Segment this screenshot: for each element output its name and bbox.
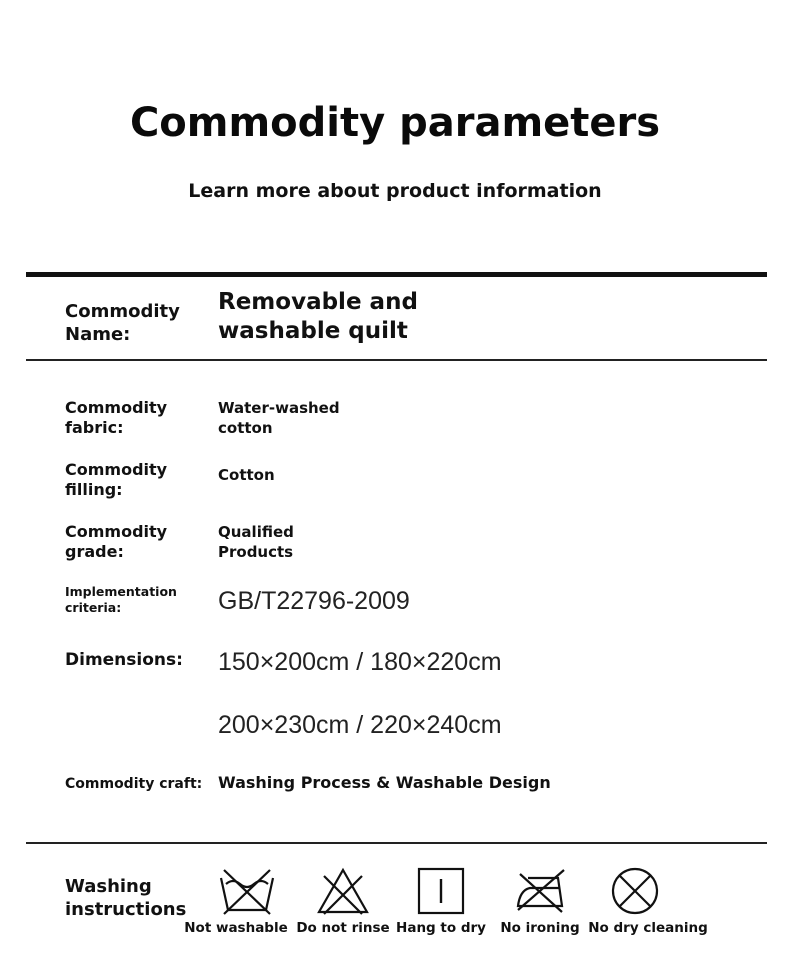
filling-label [65, 460, 167, 500]
fabric-value [218, 398, 340, 438]
name-label [65, 300, 180, 346]
page-subtitle: Learn more about product information [188, 180, 602, 202]
icon-caption: No ironing [500, 920, 580, 936]
dimensions-label: Dimensions: [65, 650, 183, 670]
icon-caption: Hang to dry [396, 920, 486, 936]
fabric-label [65, 398, 167, 438]
grade-label-line2: grade: [65, 542, 124, 561]
grade-label-line1: Commodity [65, 522, 168, 541]
criteria-value: GB/T22796-2009 [218, 587, 410, 615]
fabric-label-line2: fabric: [65, 418, 124, 437]
grade-value [218, 522, 294, 562]
criteria-label [65, 584, 177, 616]
hang-to-dry-icon [416, 866, 466, 916]
washing-divider [26, 842, 767, 844]
dimensions-value-line1: 150×200cm / 180×220cm [218, 648, 502, 676]
filling-label-line1: Commodity [65, 460, 168, 479]
page-title: Commodity parameters [129, 100, 661, 146]
no-dry-cleaning-icon [610, 866, 660, 916]
washing-label-line2: instructions [65, 899, 187, 920]
top-divider [26, 272, 767, 277]
washing-label [65, 875, 186, 921]
dimensions-value-line2: 200×230cm / 220×240cm [218, 711, 502, 739]
name-value-line1: Removable and [218, 289, 418, 315]
filling-label-line2: filling: [65, 480, 123, 499]
icon-caption: No dry cleaning [588, 920, 708, 936]
name-divider [26, 359, 767, 361]
craft-value: Washing Process & Washable Design [218, 773, 551, 792]
grade-label [65, 522, 167, 562]
do-not-rinse-icon [316, 866, 370, 916]
name-label-line1: Commodity [65, 301, 180, 322]
fabric-value-line1: Water-washed [218, 399, 340, 417]
grade-value-line1: Qualified [218, 523, 294, 541]
name-label-line2: Name: [65, 324, 131, 345]
grade-value-line2: Products [218, 543, 294, 561]
not-washable-icon [218, 866, 276, 916]
fabric-value-line2: cotton [218, 419, 273, 437]
craft-label: Commodity craft: [65, 776, 203, 792]
no-ironing-icon [514, 866, 568, 916]
criteria-label-line1: Implementation [65, 584, 177, 599]
icon-caption: Not washable [184, 920, 288, 936]
filling-value: Cotton [218, 466, 275, 484]
washing-label-line1: Washing [65, 876, 152, 897]
name-value-line2: washable quilt [218, 318, 408, 344]
fabric-label-line1: Commodity [65, 398, 168, 417]
icon-caption: Do not rinse [296, 920, 390, 936]
name-value [218, 288, 418, 346]
criteria-label-line2: criteria: [65, 600, 122, 615]
